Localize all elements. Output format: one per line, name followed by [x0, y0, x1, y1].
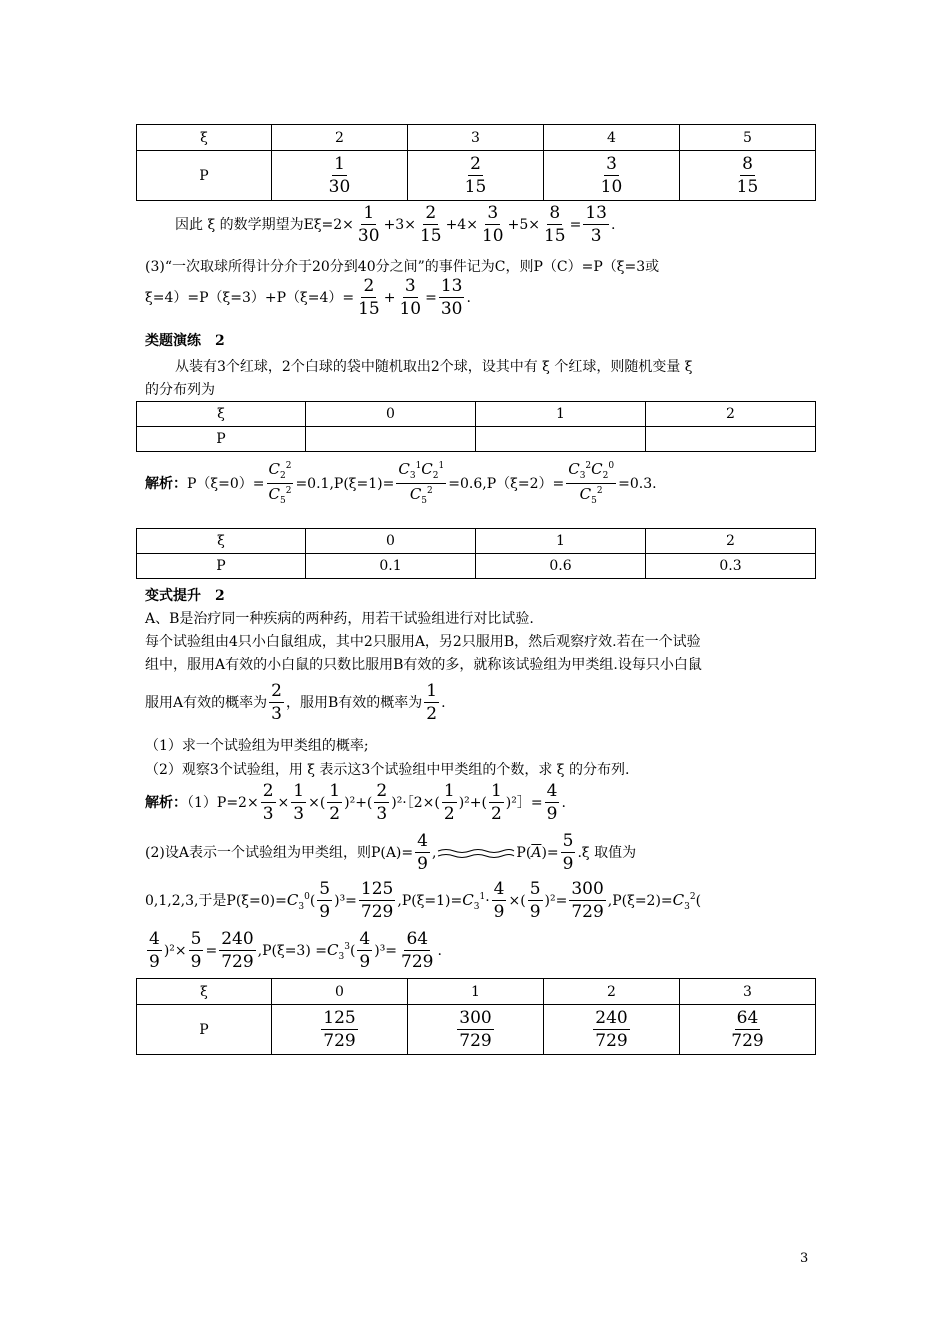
question: （2）观察3个试验组，用 ξ 表示这3个试验组中甲类组的个数，求 ξ 的分布列.	[145, 762, 630, 778]
table-cell: 0.3	[646, 554, 816, 579]
table-cell	[544, 1005, 680, 1055]
table-cell	[408, 151, 544, 201]
table-cell	[408, 1005, 544, 1055]
fraction: $\frac{2}{3}$	[262, 781, 274, 824]
fraction: $\frac{2}{15}$	[464, 153, 487, 197]
wavy-underline-icon	[436, 846, 516, 860]
fraction: $\frac{2}{3}$	[376, 781, 388, 824]
distribution-table-3	[136, 528, 816, 579]
table-cell: P	[137, 151, 272, 201]
solution-line: 解析：P（ξ=0）= $\frac{C_2^2}{C_5^2}$ =0.1,P(ξ=1)= $\frac{C_3^1C_2^1}{C_5^2}$ =0.6,P（ξ=2）= $\frac{C_3^2C_2^0}{C_5^2}$ =0.3.	[145, 460, 657, 506]
fraction: $\frac{240}{729}$	[595, 1007, 628, 1051]
fraction: $\frac{3}{10}$	[399, 276, 422, 319]
fraction: $\frac{5}{9}$	[562, 831, 574, 874]
part3-line-2: ξ=4）=P（ξ=3）+P（ξ=4）= $\frac{2}{15}$ + $\frac{3}{10}$ = $\frac{13}{30}$ .	[145, 276, 471, 319]
fraction: $\frac{2}{15}$	[358, 276, 380, 319]
fraction: $\frac{240}{729}$	[221, 929, 254, 972]
table-row	[137, 151, 816, 201]
table-cell	[680, 151, 816, 201]
table-cell: P	[137, 1005, 272, 1055]
fraction: $\frac{2}{15}$	[419, 203, 442, 246]
fraction: $\frac{4}{9}$	[417, 831, 428, 874]
fraction: $\frac{C_3^2C_2^0}{C_5^2}$	[568, 460, 615, 506]
table-cell	[680, 1005, 816, 1055]
table-cell: ξ	[137, 402, 306, 427]
table-cell: 2	[646, 529, 816, 554]
fraction: $\frac{64}{729}$	[731, 1007, 764, 1051]
fraction: $\frac{5}{9}$	[190, 929, 202, 972]
table-cell: 3	[680, 979, 816, 1005]
distribution-table-4	[136, 978, 816, 1055]
fraction: $\frac{4}{9}$	[149, 929, 160, 972]
distribution-table-1	[136, 124, 816, 201]
fraction: $\frac{64}{729}$	[401, 929, 434, 972]
table-cell: 1	[476, 529, 646, 554]
section-title: 变式提升 2	[145, 588, 225, 604]
fraction: $\frac{1}{30}$	[357, 203, 380, 246]
solution-line: 解析：（1）P=2× $\frac{2}{3}$ × $\frac{1}{3}$ ×( $\frac{1}{2}$ )²+( $\frac{2}{3}$ )²·［2×( $\frac{1}{2}$ )²+( $\frac{1}{2}$ )²］= $\frac{4}{9}$ .	[145, 781, 566, 824]
table-cell: ξ	[137, 125, 272, 151]
table-cell: 0	[306, 402, 476, 427]
fraction: $\frac{3}{10}$	[481, 203, 504, 246]
fraction: $\frac{1}{2}$	[490, 781, 502, 824]
table-cell: 3	[408, 125, 544, 151]
fraction: $\frac{4}{9}$	[546, 781, 558, 824]
fraction: $\frac{1}{2}$	[443, 781, 455, 824]
fraction: $\frac{300}{729}$	[571, 879, 604, 922]
solution-line: $\frac{4}{9}$ )²× $\frac{5}{9}$ = $\frac{240}{729}$ $,P(\xi=3) =C_3^3$( $\frac{4}{9}$ )³= $\frac{64}{729}$ .	[149, 929, 442, 972]
table-cell: 5	[680, 125, 816, 151]
problem-text: 每个试验组由4只小白鼠组成，其中2只服用A，另2只服用B，然后观察疗效.若在一个试验	[145, 634, 701, 650]
expectation-line: 因此 ξ 的数学期望为Eξ=2× $\frac{1}{30}$ +3× $\frac{2}{15}$ +4× $\frac{3}{10}$ +5× $\frac{8}{15}$ = $\frac{13}{3}$ .	[175, 203, 616, 246]
table-cell	[476, 427, 646, 452]
solution-line: 0,1,2,3,于是$P(\xi=0)=C_3^0$( $\frac{5}{9}$ )³= $\frac{125}{729}$ $,P(\xi=1)=C_3^1\cdot$ $\frac{4}{9}$ ×( $\frac{5}{9}$ )²= $\frac{300}{729}$ $,P(\xi=2)=C_3^2$(	[145, 879, 702, 922]
table-cell: 0	[306, 529, 476, 554]
table-cell: P	[137, 427, 306, 452]
fraction: $\frac{3}{10}$	[600, 153, 623, 197]
problem-text: 从装有3个红球，2个白球的袋中随机取出2个球，设其中有 ξ 个红球，则随机变量 ξ	[175, 359, 693, 375]
table-cell: 0	[272, 979, 408, 1005]
page-number: 3	[800, 1251, 809, 1266]
fraction: $\frac{1}{3}$	[293, 781, 305, 824]
problem-text: A、B是治疗同一种疾病的两种药，用若干试验组进行对比试验.	[145, 611, 534, 627]
table-row	[137, 125, 816, 151]
table-cell: 4	[544, 125, 680, 151]
fraction: $\frac{8}{15}$	[736, 153, 759, 197]
question: （1）求一个试验组为甲类组的概率;	[145, 738, 369, 754]
fraction: $\frac{C_3^1C_2^1}{C_5^2}$	[398, 460, 445, 506]
table-cell: P	[137, 554, 306, 579]
problem-text: 组中，服用A有效的小白鼠的只数比服用B有效的多，就称该试验组为甲类组.设每只小白鼠	[145, 657, 702, 673]
fraction: $\frac{2}{3}$	[271, 681, 282, 724]
fraction: $\frac{125}{729}$	[323, 1007, 356, 1051]
fraction: $\frac{1}{2}$	[329, 781, 341, 824]
fraction: $\frac{4}{9}$	[359, 929, 371, 972]
table-cell: 2	[646, 402, 816, 427]
table-cell: ξ	[137, 979, 272, 1005]
solution-line: (2)设A表示一个试验组为甲类组，则P(A)= $\frac{4}{9}$ , $P(\overline{A})=$ $\frac{5}{9}$ .ξ 取值为	[145, 831, 637, 874]
distribution-table-2	[136, 401, 816, 452]
table-cell	[272, 1005, 408, 1055]
fraction: $\frac{5}{9}$	[529, 879, 541, 922]
table-cell: 2	[272, 125, 408, 151]
table-cell: 2	[544, 979, 680, 1005]
problem-text: 服用A有效的概率为 $\frac{2}{3}$ ，服用B有效的概率为 $\frac{1}{2}$ .	[145, 681, 446, 724]
problem-text: 的分布列为	[145, 382, 215, 398]
table-cell: 1	[476, 402, 646, 427]
table-cell: ξ	[137, 529, 306, 554]
table-cell	[544, 151, 680, 201]
fraction: $\frac{300}{729}$	[459, 1007, 492, 1051]
table-cell	[306, 427, 476, 452]
fraction: $\frac{5}{9}$	[319, 879, 331, 922]
part3-line-1: (3)“一次取球所得计分介于20分到40分之间”的事件记为C，则P（C）=P（ξ=3或	[145, 259, 660, 275]
fraction: $\frac{13}{3}$	[585, 203, 607, 246]
fraction: $\frac{13}{30}$	[440, 276, 463, 319]
fraction: $\frac{1}{30}$	[328, 153, 351, 197]
fraction: $\frac{C_2^2}{C_5^2}$	[268, 460, 292, 506]
fraction: $\frac{125}{729}$	[360, 879, 394, 922]
table-cell	[646, 427, 816, 452]
table-cell: 0.6	[476, 554, 646, 579]
fraction: $\frac{4}{9}$	[493, 879, 505, 922]
fraction: $\frac{8}{15}$	[543, 203, 566, 246]
fraction: $\frac{1}{2}$	[426, 681, 438, 724]
table-cell: 1	[408, 979, 544, 1005]
table-cell	[272, 151, 408, 201]
section-title: 类题演练 2	[145, 333, 225, 349]
table-cell: 0.1	[306, 554, 476, 579]
